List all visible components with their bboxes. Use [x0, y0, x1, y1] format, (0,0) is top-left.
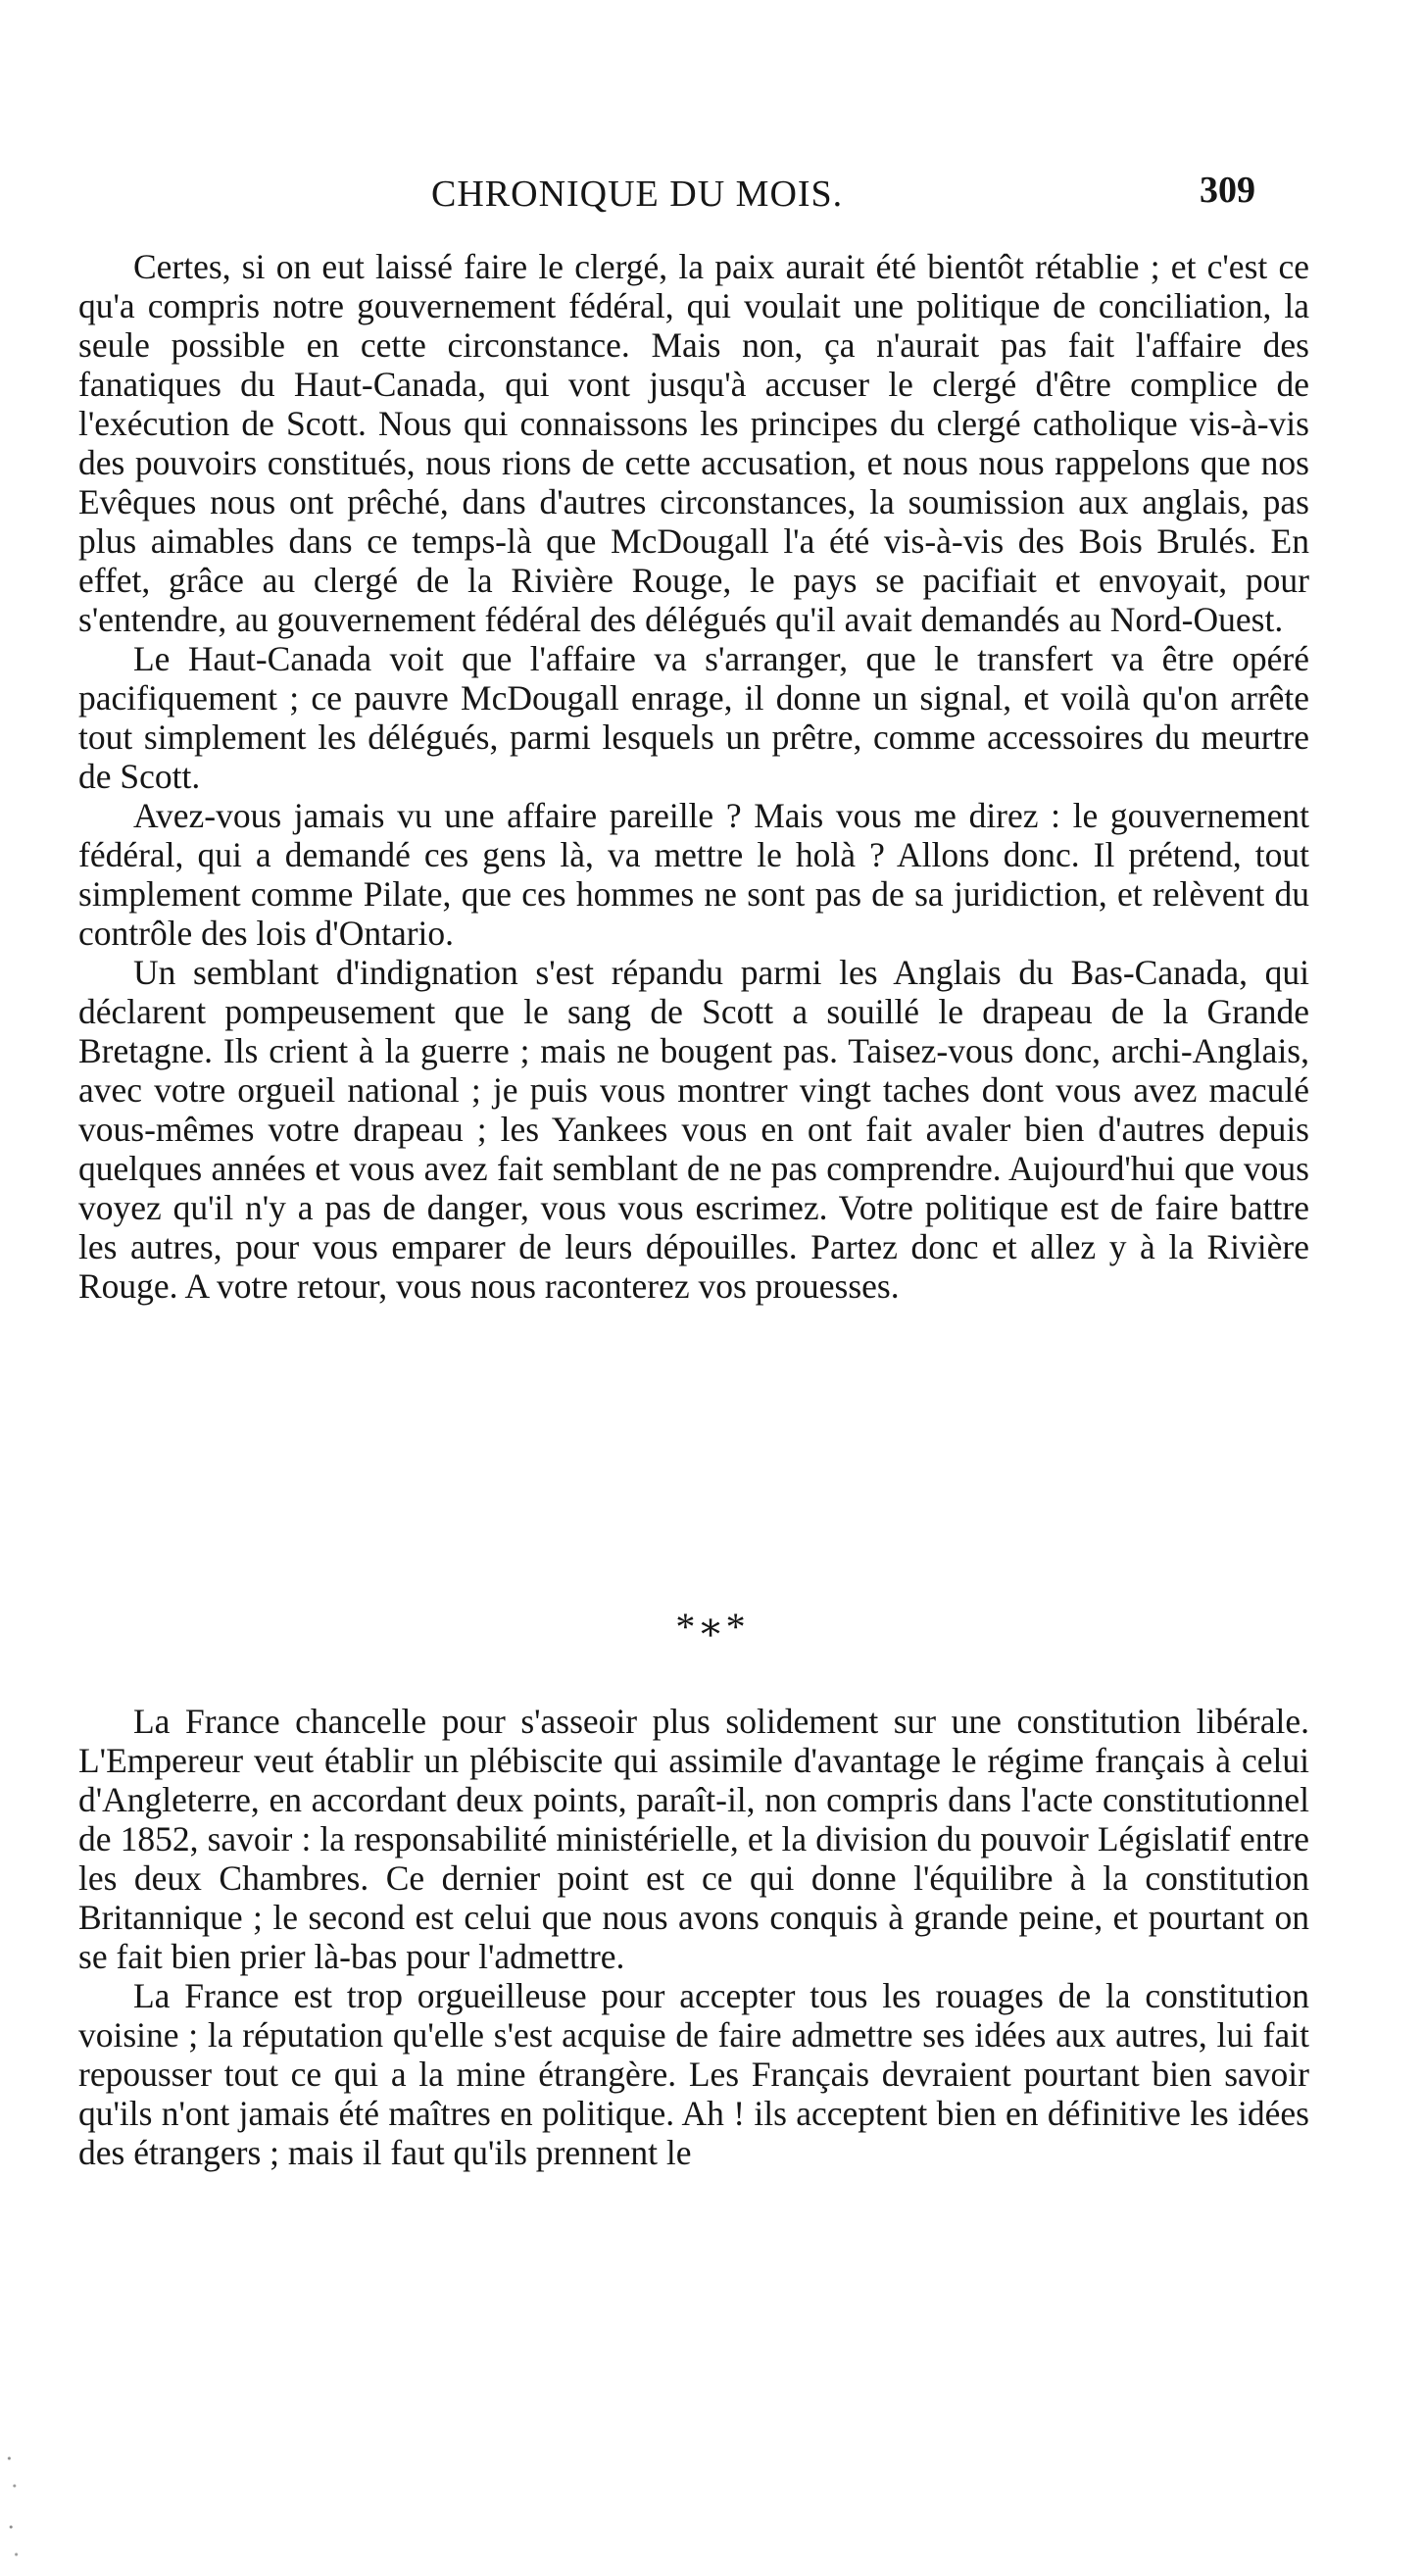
body-text-second-section	[78, 1702, 1309, 2172]
page-number: 309	[1200, 170, 1255, 211]
paragraph: La France est trop orgueilleuse pour accepter tous les rouages de la constitution voisine ; la réputation qu'elle s'est acquise de faire admettre ses idées aux autres, lui fait repousser tout ce qui a la mine étrangère. Les Français devraient pourtant bien savoir qu'ils n'ont jamais été maîtres en politique. Ah ! ils acceptent bien en définitive les idées des étrangers ; mais il faut qu'ils prennent le	[78, 1976, 1309, 2172]
paragraph: Avez-vous jamais vu une affaire pareille ? Mais vous me direz : le gouvernement fédéral, qui a demandé ces gens là, va mettre le holà ? Allons donc. Il prétend, tout simplement comme Pilate, que ces hommes ne sont pas de sa juridiction, et relèvent du contrôle des lois d'Ontario.	[78, 796, 1309, 953]
paragraph: La France chancelle pour s'asseoir plus solidement sur une constitution libérale. L'Empereur veut établir un plébiscite qui assimile d'avantage le régime français à celui d'Angleterre, en accordant deux points, paraît-il, non compris dans l'acte constitutionnel de 1852, savoir : la responsabilité ministérielle, et la division du pouvoir Législatif entre les deux Chambres. Ce dernier point est ce qui donne l'équilibre à la constitution Britannique ; le second est celui que nous avons conquis à grande peine, et pourtant on se fait bien prier là-bas pour l'admettre.	[78, 1702, 1309, 1976]
body-text-first-section	[78, 247, 1309, 1306]
paragraph: Certes, si on eut laissé faire le clergé, la paix aurait été bientôt rétablie ; et c'est ce qu'a compris notre gouvernement fédéral, qui voulait une politique de conciliation, la seule possible en cette circonstance. Mais non, ça n'aurait pas fait l'affaire des fanatiques du Haut-Canada, qui vont jusqu'à accuser le clergé d'être complice de l'exécution de Scott. Nous qui connaissons les principes du clergé catholique vis-à-vis des pouvoirs constitués, nous rions de cette accusation, et nous nous rappelons que nos Evêques nous ont prêché, dans d'autres circonstances, la soumission aux anglais, pas plus aimables dans ce temps-là que McDougall l'a été vis-à-vis des Bois Brulés. En effet, grâce au clergé de la Rivière Rouge, le pays se pacifiait et envoyait, pour s'entendre, au gouvernement fédéral des délégués qu'il avait demandés au Nord-Ouest.	[78, 247, 1309, 639]
margin-specks	[4, 2431, 22, 2568]
running-head	[0, 169, 1423, 227]
asterism-section-break: *∗*	[675, 1605, 748, 1649]
paragraph: Le Haut-Canada voit que l'affaire va s'arranger, que le transfert va être opéré pacifiquement ; ce pauvre McDougall enrage, il donne un signal, et voilà qu'on arrête tout simplement les délégués, parmi lesquels un prêtre, comme accessoires du meurtre de Scott.	[78, 639, 1309, 796]
paragraph: Un semblant d'indignation s'est répandu parmi les Anglais du Bas-Canada, qui déclarent pompeusement que le sang de Scott a souillé le drapeau de la Grande Bretagne. Ils crient à la guerre ; mais ne bougent pas. Taisez-vous donc, archi-Anglais, avec votre orgueil national ; je puis vous montrer vingt taches dont vous avez maculé vous-mêmes votre drapeau ; les Yankees vous en ont fait avaler bien d'autres depuis quelques années et vous avez fait semblant de ne pas comprendre. Aujourd'hui que vous voyez qu'il n'y a pas de danger, vous vous escrimez. Votre politique est de faire battre les autres, pour vous emparer de leurs dépouilles. Partez donc et allez y à la Rivière Rouge. A votre retour, vous nous raconterez vos prouesses.	[78, 953, 1309, 1306]
running-title: CHRONIQUE DU MOIS.	[431, 173, 844, 215]
